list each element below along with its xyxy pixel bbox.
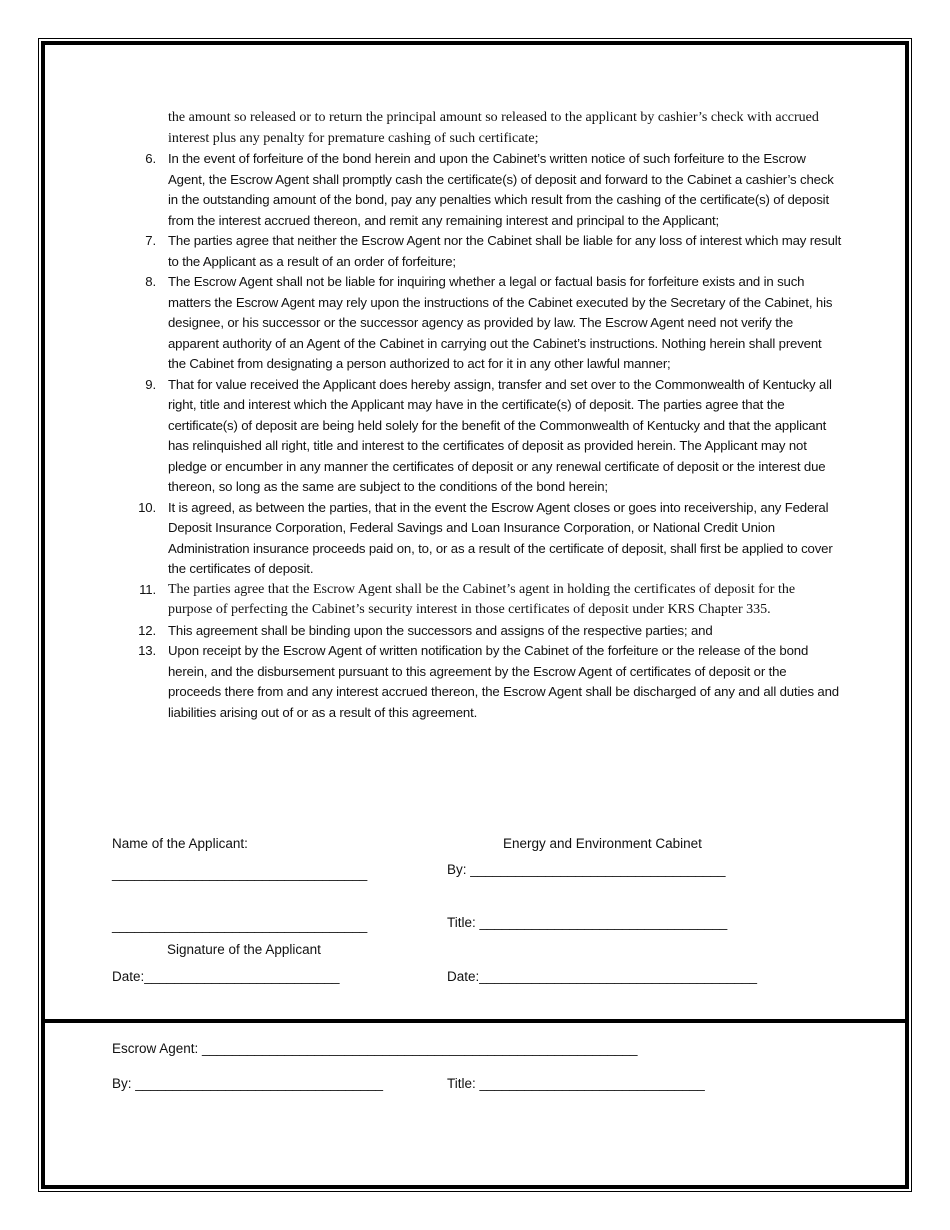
applicant-name-line[interactable]: __________________________________ bbox=[112, 866, 368, 881]
escrow-by-field[interactable]: By: _________________________________ bbox=[112, 1076, 384, 1091]
clause-item bbox=[112, 580, 842, 621]
clause-item bbox=[112, 272, 842, 375]
clause-number: 11. bbox=[139, 581, 156, 597]
agreement-body bbox=[112, 108, 842, 723]
applicant-name-label: Name of the Applicant: bbox=[112, 836, 248, 851]
clause-number: 9. bbox=[145, 376, 156, 392]
applicant-date-field[interactable]: Date:__________________________ bbox=[112, 969, 340, 984]
clause-item bbox=[112, 375, 842, 498]
clause-item bbox=[112, 498, 842, 580]
clause-number: 7. bbox=[145, 233, 156, 248]
continued-clause-text: the amount so released or to return the principal amount so released to the applicant by cashier’s check with accrued interest plus any penalty for premature cashing of such certificate; bbox=[168, 110, 819, 146]
clause-text: Upon receipt by the Escrow Agent of written notification by the Cabinet of the forfeiture or the release of the bond herein, and the disbursement pursuant to this agreement by the Escrow Agent of certificates of deposit or the proceeds there from and any interest accrued thereon, the Escrow Agent shall be discharged of any and all duties and liabilities arising out of or as a result of this agreement. bbox=[168, 643, 839, 720]
clause-text: The Escrow Agent shall not be liable for inquiring whether a legal or factual basis for forfeiture exists and in such matters the Escrow Agent may rely upon the instructions of the Cabinet executed by the Secretary of the Cabinet, his designee, or his successor or the successor agency as provided by law. The Escrow Agent need not verify the apparent authority of an Agent of the Cabinet in carrying out the Cabinet’s instructions. Nothing herein shall prevent the Cabinet from designating a person authorized to act for it in any other lawful manner; bbox=[168, 274, 833, 371]
clause-text: It is agreed, as between the parties, that in the event the Escrow Agent closes or goes into receivership, any Federal Deposit Insurance Corporation, Federal Savings and Loan Insurance Corporation, or National Credit Union Administration insurance proceeds paid on, to, or as a result of the certificate of deposit, shall first be applied to cover the certificates of deposit. bbox=[168, 499, 833, 576]
clause-text: In the event of forfeiture of the bond herein and upon the Cabinet’s written notice of such forfeiture to the Escrow Agent, the Escrow Agent shall promptly cash the certificate(s) of deposit and forward to the Cabinet a cashier’s check in the outstanding amount of the bond, pay any penalties which result from the cashing of the certificate(s) of deposit from the interest accrued thereon, and remit any remaining interest and principal to the Applicant; bbox=[168, 151, 834, 228]
clause-number: 12. bbox=[138, 622, 156, 638]
clause-number: 10. bbox=[138, 499, 156, 515]
applicant-signature-caption: Signature of the Applicant bbox=[167, 942, 321, 957]
clause-text: The parties agree that the Escrow Agent shall be the Cabinet’s agent in holding the certificates of deposit for the purpose of perfecting the Cabinet’s security interest in those certificates of deposit under KRS Chapter 335. bbox=[168, 581, 796, 617]
clause-text: The parties agree that neither the Escrow Agent nor the Cabinet shall be liable for any loss of interest which may result to the Applicant as a result of an order of forfeiture; bbox=[168, 233, 842, 269]
clause-item bbox=[112, 641, 842, 723]
escrow-agent-field[interactable]: Escrow Agent: __________________________________________________________ bbox=[112, 1041, 638, 1056]
section-divider bbox=[45, 1019, 905, 1023]
cabinet-name: Energy and Environment Cabinet bbox=[503, 836, 702, 851]
cabinet-date-field[interactable]: Date:_____________________________________ bbox=[447, 969, 758, 984]
clause-item bbox=[112, 621, 842, 642]
applicant-signature-line[interactable]: __________________________________ bbox=[112, 918, 368, 933]
clause-text: This agreement shall be binding upon the successors and assigns of the respective parties; and bbox=[168, 622, 713, 638]
clause-number: 8. bbox=[145, 274, 156, 289]
cabinet-title-field[interactable]: Title: _________________________________ bbox=[447, 915, 728, 930]
escrow-title-field[interactable]: Title: ______________________________ bbox=[447, 1076, 705, 1091]
clause-number: 6. bbox=[145, 151, 156, 166]
cabinet-by-field[interactable]: By: __________________________________ bbox=[447, 862, 726, 877]
clause-text: That for value received the Applicant does hereby assign, transfer and set over to the Commonwealth of Kentucky all right, title and interest which the Applicant may have in the certificate(s) of deposit. The parties agree that the certificate(s) of deposit are being held solely for the benefit of the Commonwealth of Kentucky and that the applicant has relinquished all right, title and interest to the certificates of deposit as provided herein. The Applicant may not pledge or encumber in any manner the certificates of deposit or any renewal certificate of deposit or the interest due thereon, so long as the same are subject to the conditions of the bond herein; bbox=[168, 376, 832, 494]
clause-number: 13. bbox=[138, 643, 156, 658]
clause-item bbox=[112, 149, 842, 231]
clause-item bbox=[112, 231, 842, 272]
clause-list bbox=[112, 149, 842, 723]
